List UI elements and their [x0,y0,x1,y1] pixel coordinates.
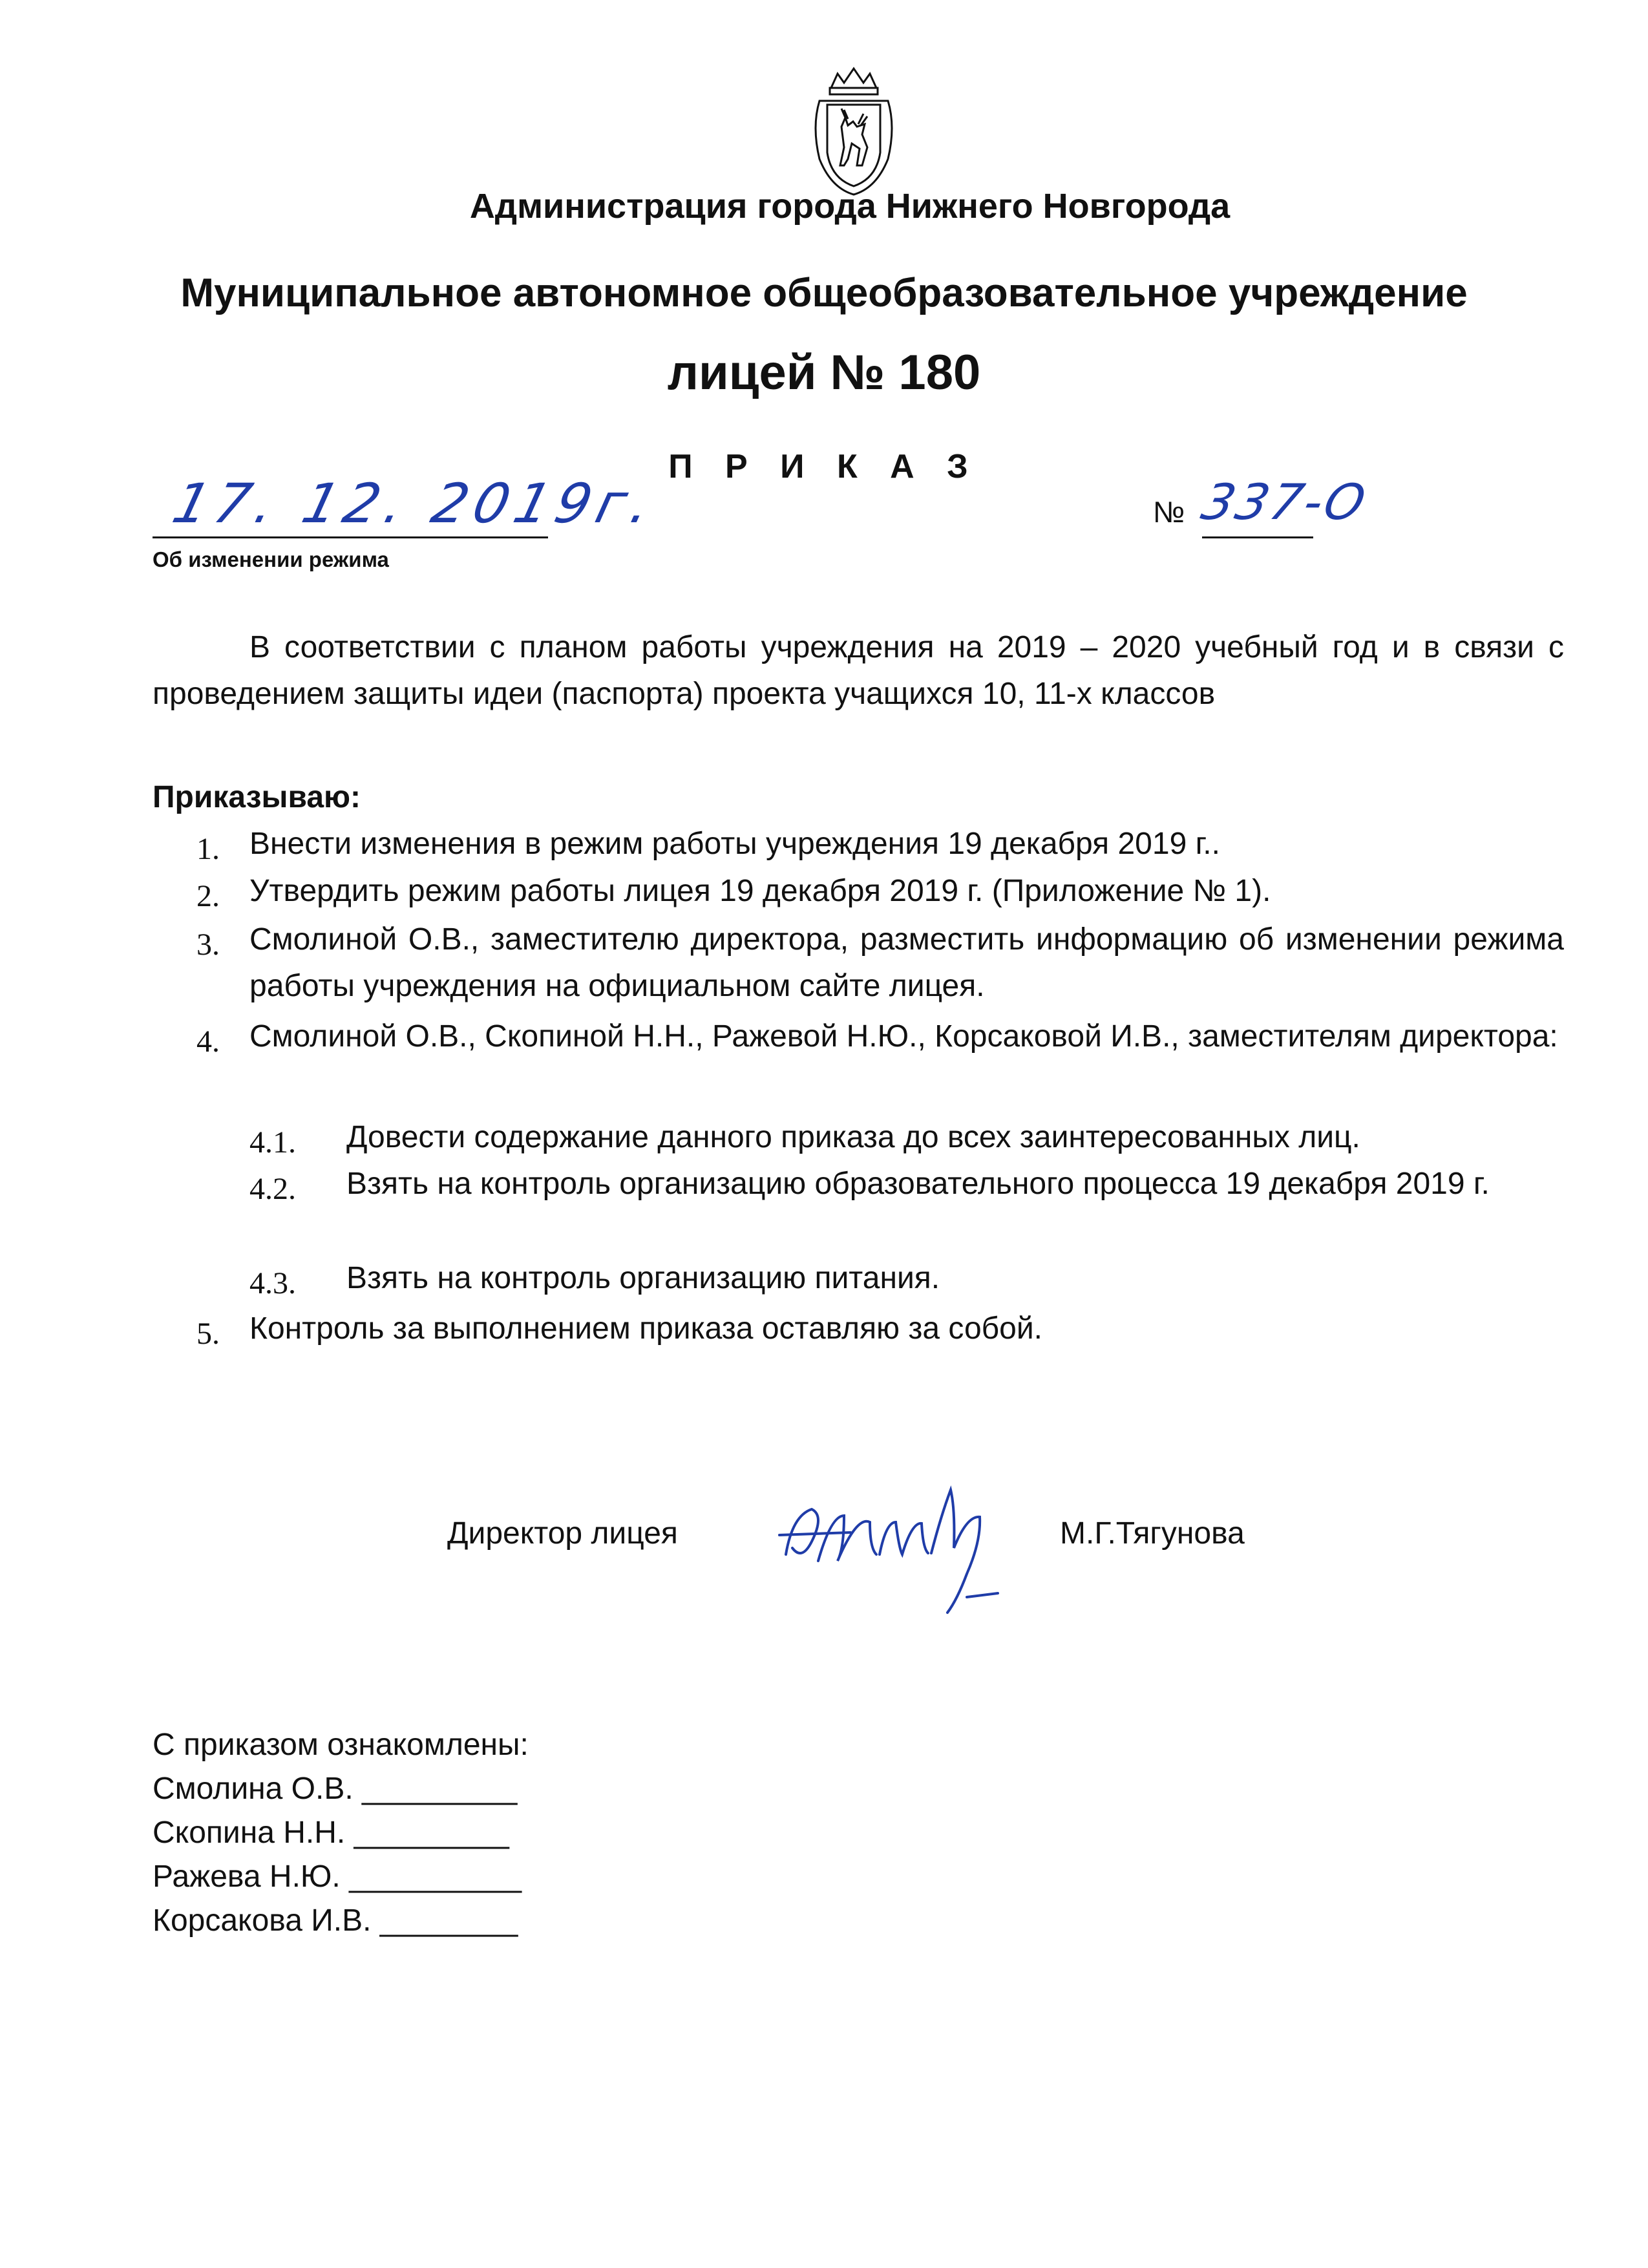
item-number: 5. [196,1317,220,1351]
item-text: Внести изменения в режим работы учреждения 19 декабря 2019 г.. [249,827,1220,861]
item-text: Утвердить режим работы лицея 19 декабря 2019 г. (Приложение № 1). [249,874,1271,908]
item-text: Довести содержание данного приказа до всех заинтересованных лиц. [346,1120,1360,1154]
item-text: Взять на контроль организацию образовательного процесса 19 декабря 2019 г. [346,1167,1490,1201]
item-number: 4.3. [249,1266,296,1300]
item-text: Смолиной О.В., заместителю директора, разместить информацию об изменении режима работы учреждения на официальном сайте лицея. [249,922,1564,1003]
document-type: П Р И К А З [668,448,980,485]
director-signature [773,1477,1019,1619]
item-number: 4.2. [249,1172,296,1206]
item-number: 3. [196,927,220,962]
item-text: Взять на контроль организацию питания. [346,1261,940,1295]
item-number: 4.1. [249,1125,296,1160]
signatory-title: Директор лицея [447,1516,678,1551]
number-underline [1202,536,1313,538]
item-text: Контроль за выполнением приказа оставляю за собой. [249,1311,1042,1346]
item-number: 1. [196,832,220,866]
directive-heading: Приказываю: [153,780,361,814]
acknowledgement-row: Ражева Н.Ю. __________ [153,1860,522,1894]
order-number-handwritten: 337-О [1196,473,1374,531]
acknowledgement-heading: С приказом ознакомлены: [153,1728,529,1762]
item-text: Смолиной О.В., Скопиной Н.Н., Ражевой Н.Ю., Корсаковой И.В., заместителям директора: [249,1019,1558,1054]
signatory-name: М.Г.Тягунова [1060,1516,1245,1551]
acknowledgement-row: Скопина Н.Н. _________ [153,1816,509,1850]
order-subject: Об изменении режима [153,547,389,571]
item-number: 2. [196,879,220,913]
order-date-handwritten: 17. 12. 2019г. [166,472,664,535]
institution-name: Муниципальное автономное общеобразовательное учреждение [180,271,1468,315]
date-underline [153,536,548,538]
preamble-paragraph: В соответствии с планом работы учреждения на 2019 – 2020 учебный год и в связи с проведением защиты идеи (паспорта) проекта учащихся 10, 11-х классов [153,630,1564,711]
acknowledgement-row: Корсакова И.В. ________ [153,1903,518,1938]
administration-title: Администрация города Нижнего Новгорода [469,187,1231,226]
coat-of-arms-emblem [805,62,902,198]
order-number-label: № [1153,495,1185,529]
item-number: 4. [196,1024,220,1059]
institution-number: лицей № 180 [667,345,981,400]
acknowledgement-row: Смолина О.В. _________ [153,1772,518,1806]
